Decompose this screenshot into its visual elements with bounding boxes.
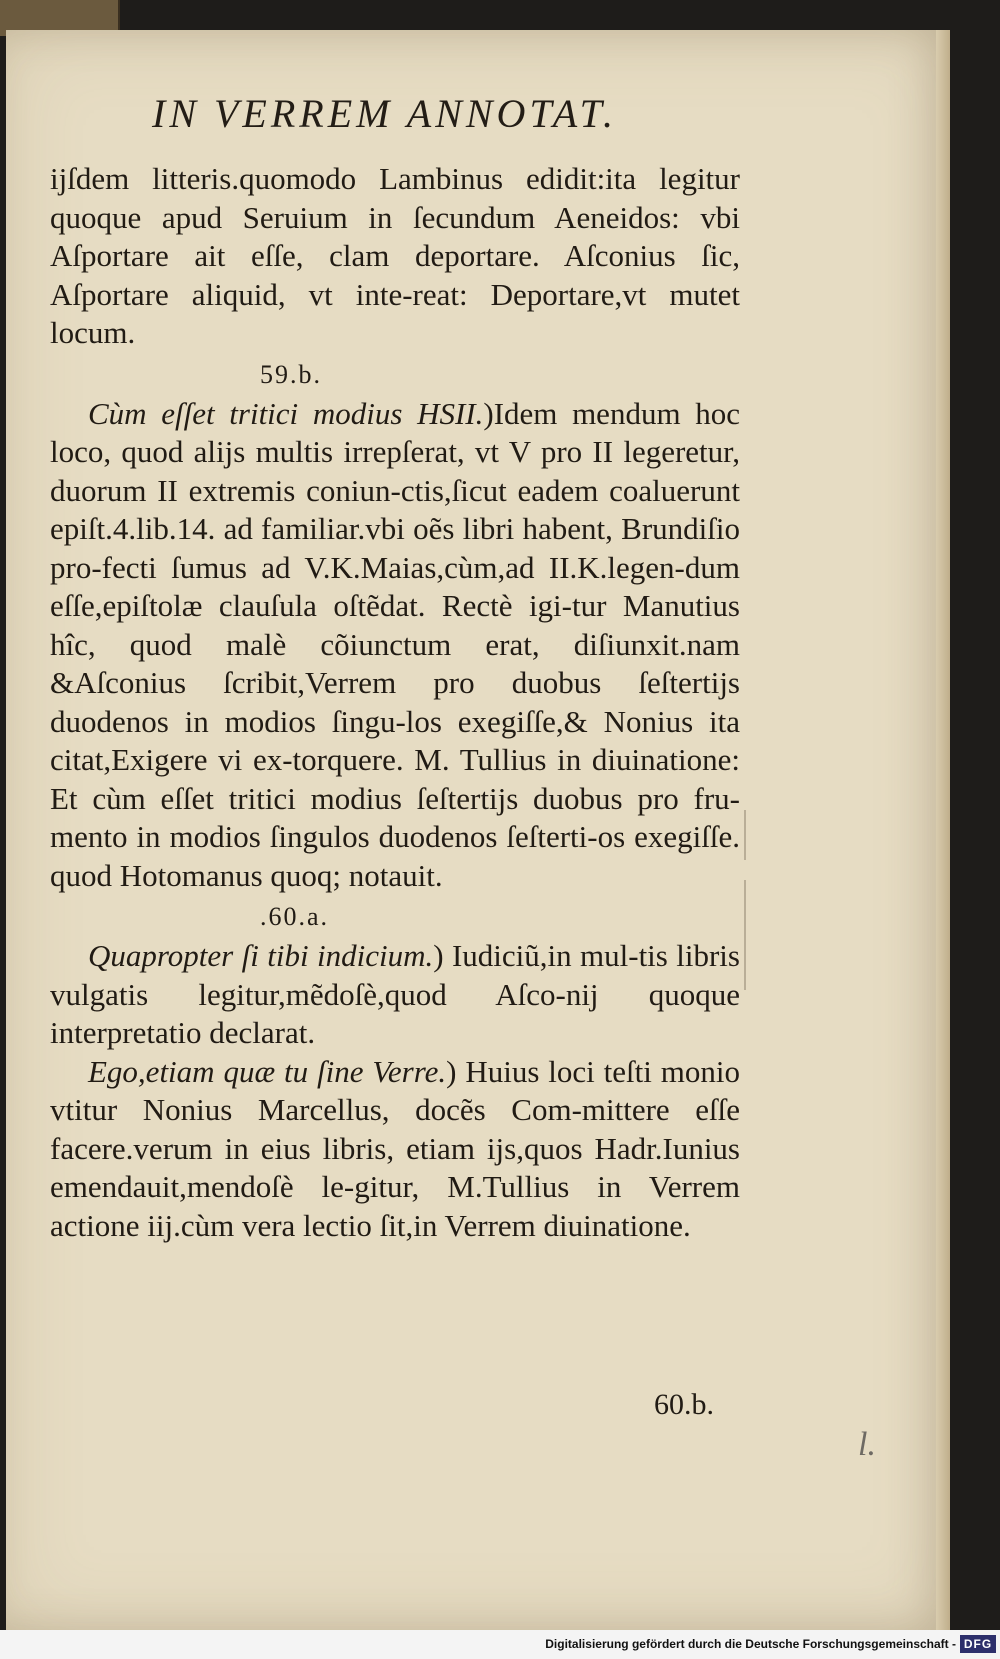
- annotation-entry: [50, 937, 740, 1053]
- annotation-text: ) Iudiciũ,in mul-tis libris vulgatis legitur,mẽdoſè,quod Aſco-nij quoque interpretatio declarat.: [50, 938, 740, 1050]
- catchword: 60.b.: [654, 1388, 714, 1421]
- dfg-logo-icon: DFG: [960, 1635, 996, 1653]
- page-edge: [936, 30, 950, 1630]
- paragraph-text: ijſdem litteris.quomodo Lambinus edidit:ita legitur quoque apud Seruium in ſecundum Aeneidos: vbi Aſportare ait eſſe, clam deportare. Aſconius ſic, Aſportare aliquid, vt inte-reat: Deportare,vt mutet locum.: [50, 161, 740, 350]
- margin-mark: [744, 810, 746, 860]
- lemma: Quapropter ſi tibi indicium.: [88, 938, 434, 973]
- annotation-entry: [50, 1053, 740, 1246]
- paragraph-continuation: [50, 160, 740, 353]
- lemma: Ego,etiam quæ tu ſine Verre.: [88, 1053, 447, 1089]
- footer-credit: Digitalisierung gefördert durch die Deutsche Forschungsgemeinschaft -: [545, 1637, 956, 1651]
- margin-mark: [744, 880, 746, 990]
- text-block: [50, 160, 740, 1245]
- annotation-text: ) Huius loci teſti monio vtitur Nonius Marcellus, docẽs Com-mittere eſſe facere.verum in eius libris, etiam ijs,quos Hadr.Iunius emendauit,mendoſè le-gitur, M.Tullius in Verrem actione iij.cùm vera lectio ſit,in Verrem diuinatione.: [50, 1053, 740, 1243]
- pencil-mark: l.: [858, 1426, 876, 1463]
- lemma: Cùm eſſet tritici modius HSII.: [88, 395, 484, 431]
- annotation-text: )Idem mendum hoc loco, quod alijs multis irrepſerat, vt V pro II legeretur, duorum II extremis coniun-ctis,ſicut eadem coaluerunt epiſt.4.lib.14. ad familiar.vbi oẽs libri habent, Brundiſio pro-fecti ſumus ad V.K.Maias,cùm,ad II.K.legen-dum eſſe,epiſtolæ clauſula oſtẽdat. Rectè igi-tur Manutius hîc, quod malè cõiunctum erat, diſiunxit.nam &Aſconius ſcribit,Verrem pro duobus ſeſtertijs duodenos in modios ſingu-los exegiſſe,& Nonius ita citat,Exigere vi ex-torquere. M. Tullius in diuinatione: Et cùm eſſet tritici modius ſeſtertijs duobus pro fru-mento in modios ſingulos duodenos ſeſterti-os exegiſſe. quod Hotomanus quoq; notauit.: [50, 395, 740, 893]
- footer-bar: [0, 1630, 1000, 1659]
- annotation-entry: [50, 395, 740, 896]
- section-number: 59.b.: [260, 359, 322, 389]
- section-number: .60.a.: [260, 902, 330, 931]
- running-head: IN VERREM ANNOTAT.: [152, 91, 617, 136]
- book-page: [6, 30, 950, 1630]
